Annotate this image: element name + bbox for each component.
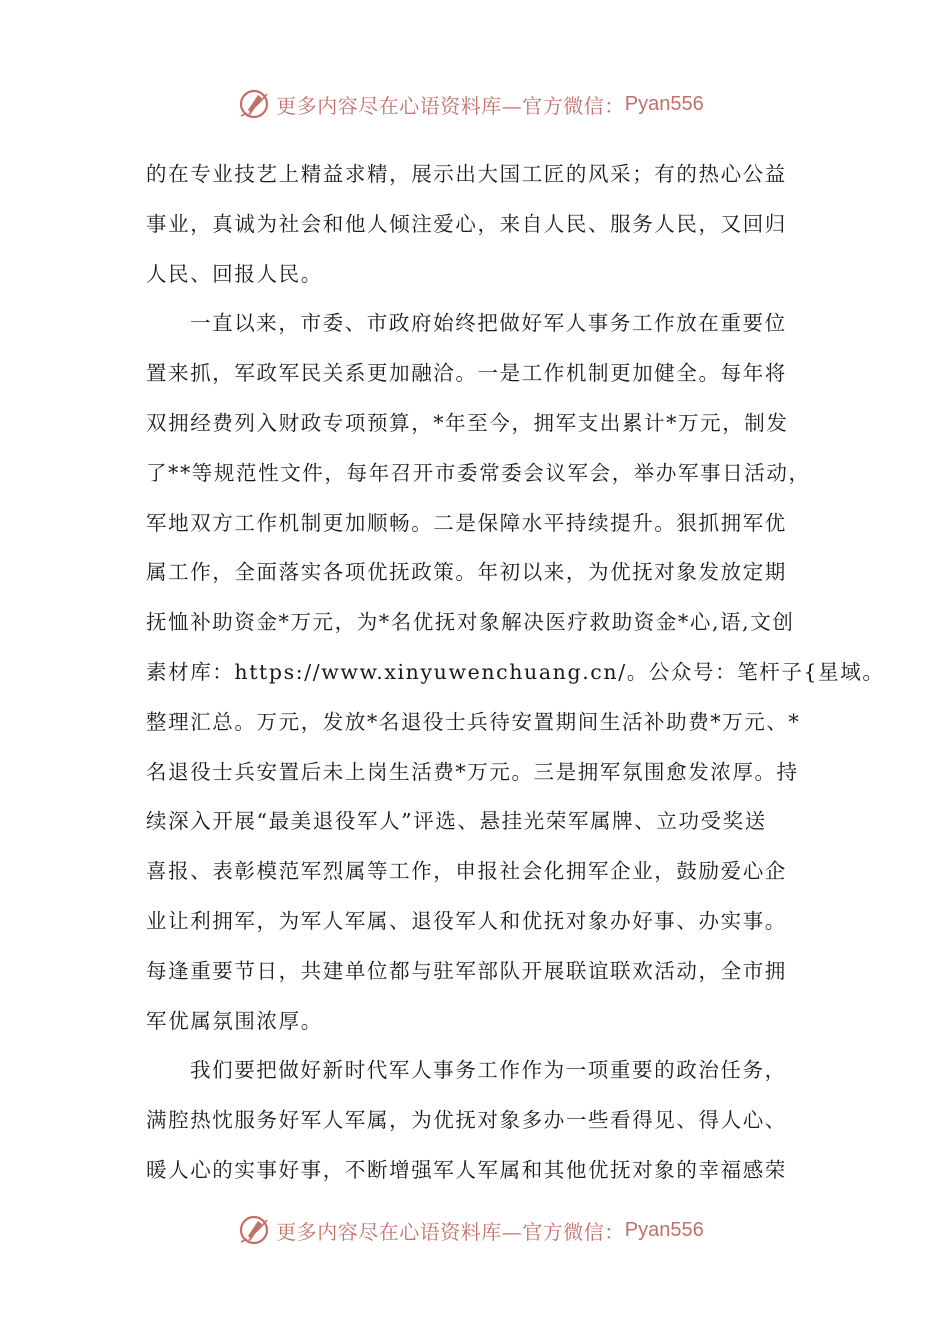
paragraph-start-line: 我们要把做好新时代军人事务工作作为一项重要的政治任务， [190,1058,787,1083]
text-line: 业让利拥军，为军人军属、退役军人和优抚对象办好事、办实事。 [146,908,787,933]
text-line: 置来抓，军政军民关系更加融洽。一是工作机制更加健全。每年将 [146,361,787,386]
header-banner-inner [236,86,703,122]
text-line: 人民、回报人民。 [146,261,323,286]
text-line: 名退役士兵安置后未上岗生活费*万元。三是拥军氛围愈发浓厚。持 [146,759,799,784]
text-line: 每逢重要节日，共建单位都与驻军部队开展联谊联欢活动，全市拥 [146,958,787,983]
footer-banner-inner [236,1212,703,1248]
text-line: 喜报、表彰模范军烈属等工作，申报社会化拥军企业，鼓励爱心企 [146,859,787,884]
text-line-with-url: 素材库：https://www.xinyuwenchuang.cn/。公众号：笔杆子{星域。 [146,659,885,684]
footer-banner-text: 更多内容尽在心语资料库—官方微信： [276,1219,625,1244]
text-line: 整理汇总。万元，发放*名退役士兵待安置期间生活补助费*万元、* [146,709,801,734]
pen-nib-logo-icon [236,86,272,122]
text-line: 事业，真诚为社会和他人倾注爱心，来自人民、服务人民，又回归 [146,211,787,236]
text-line: 军优属氛围浓厚。 [146,1008,323,1033]
header-wechat-id: Pyan556 [624,92,704,115]
paragraph-start-line: 一直以来，市委、市政府始终把做好军人事务工作放在重要位 [190,311,787,336]
pen-nib-logo-icon [236,1212,272,1248]
text-line: 双拥经费列入财政专项预算，*年至今，拥军支出累计*万元，制发 [146,410,789,435]
text-line: 军地双方工作机制更加顺畅。二是保障水平持续提升。狠抓拥军优 [146,510,787,535]
header-banner-text: 更多内容尽在心语资料库—官方微信： [276,93,625,118]
text-line: 了**等规范性文件，每年召开市委常委会议军会，举办军事日活动， [146,460,811,485]
header-banner [0,84,950,124]
text-line: 续深入开展“最美退役军人”评选、悬挂光荣军属牌、立功受奖送 [146,809,767,834]
text-line: 抚恤补助资金*万元，为*名优抚对象解决医疗救助资金*心,语,文创 [146,610,795,635]
footer-banner [0,1210,950,1250]
text-line: 满腔热忱服务好军人军属，为优抚对象多办一些看得见、得人心、 [146,1108,787,1133]
text-line: 属工作，全面落实各项优抚政策。年初以来，为优抚对象发放定期 [146,560,787,585]
text-line: 暖人心的实事好事，不断增强军人军属和其他优抚对象的幸福感荣 [146,1157,787,1182]
text-line: 的在专业技艺上精益求精，展示出大国工匠的风采；有的热心公益 [146,162,787,186]
document-body [146,150,885,1196]
footer-wechat-id: Pyan556 [624,1218,704,1241]
